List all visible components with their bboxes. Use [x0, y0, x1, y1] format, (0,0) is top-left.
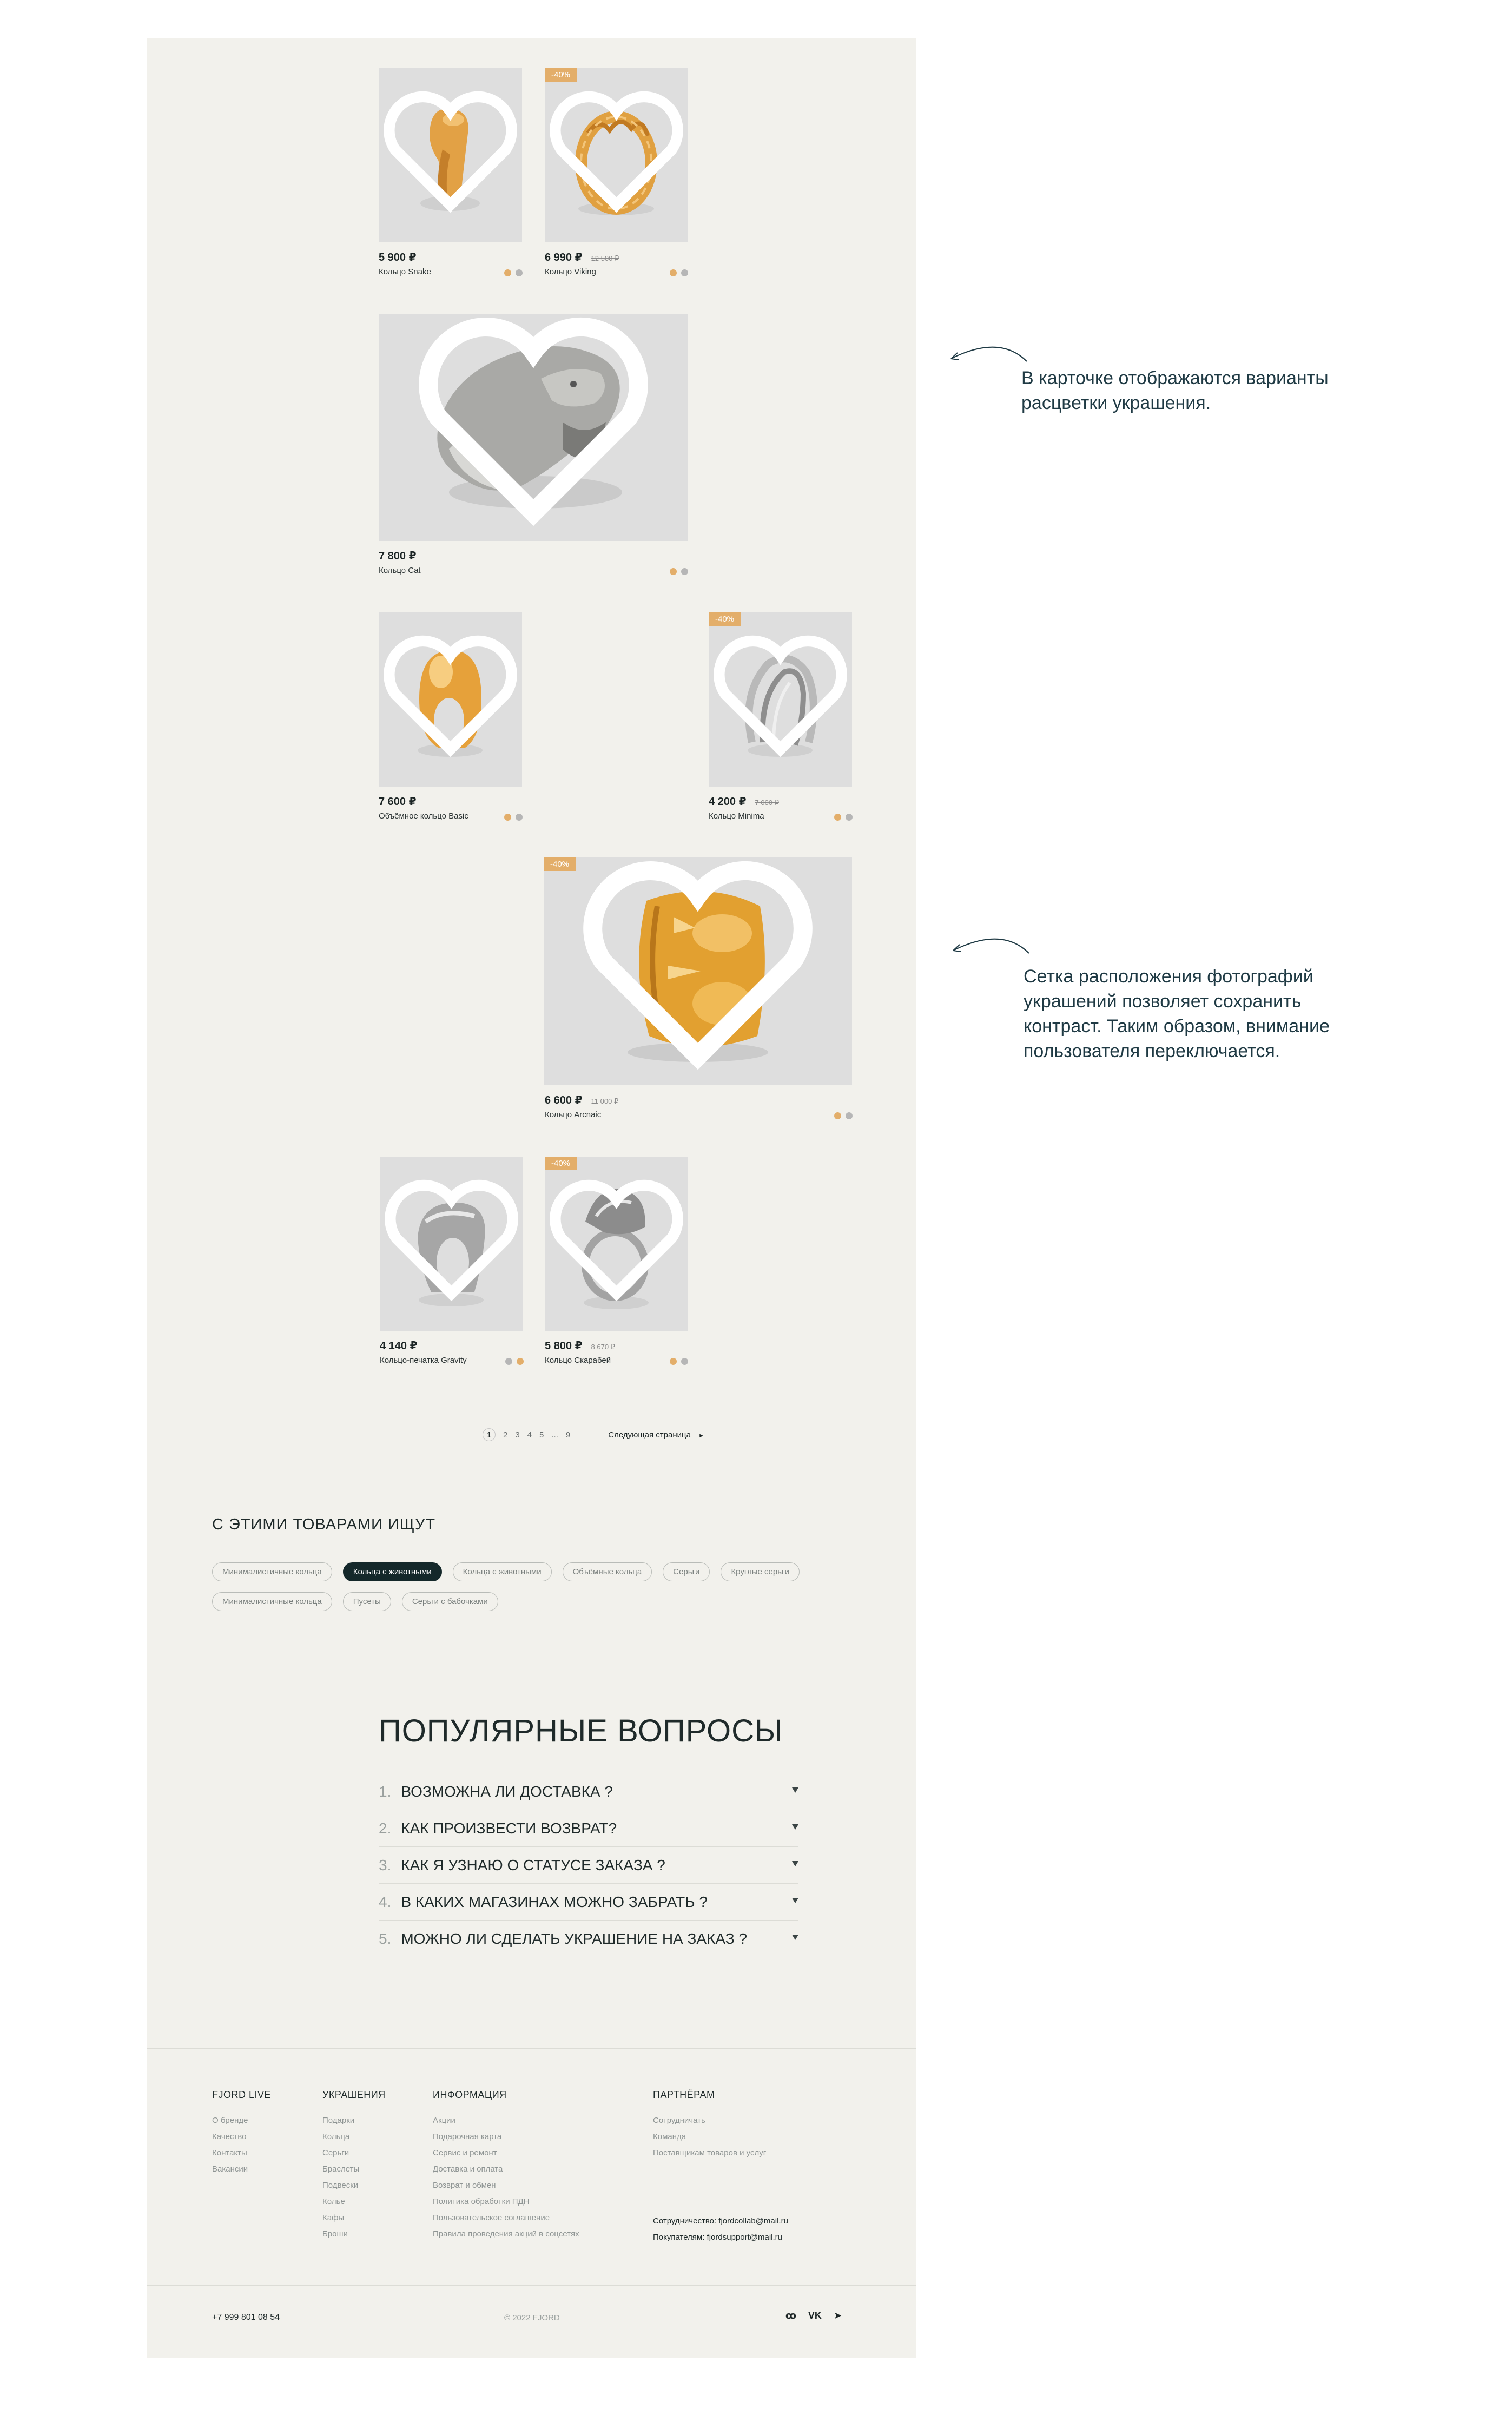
product-price: 6 990 ₽ 12 500 ₽	[545, 252, 619, 263]
product-photo[interactable]	[379, 68, 522, 242]
footer-link[interactable]: Браслеты	[322, 2165, 360, 2174]
page-2-link[interactable]: 2	[503, 1430, 508, 1440]
faq-item[interactable]	[379, 1884, 798, 1921]
product-name: Кольцо Viking	[545, 267, 596, 276]
product-price: 7 800 ₽	[379, 550, 417, 562]
next-page-link[interactable]	[608, 1430, 704, 1440]
chevron-down-icon	[792, 1824, 798, 1830]
spacer	[653, 2161, 788, 2213]
annotation-arrow-icon	[948, 932, 1034, 964]
gold-variant[interactable]	[670, 568, 677, 575]
product-name: Кольцо Arcnaic	[545, 1110, 602, 1119]
old-price: 12 500 ₽	[591, 254, 619, 262]
page-1-link[interactable]: 1	[483, 1428, 496, 1441]
footer-link[interactable]: Подвески	[322, 2181, 359, 2190]
product-name: Кольцо-печатка Gravity	[380, 1356, 467, 1365]
footer-col-title: FJORD LIVE	[212, 2089, 272, 2100]
footer-col-title: УКРАШЕНИЯ	[322, 2089, 386, 2100]
footer-link[interactable]: Поставщикам товаров и услуг	[653, 2148, 767, 2157]
footer-col-info	[433, 2089, 579, 2242]
gold-variant[interactable]	[670, 269, 677, 276]
silver-variant[interactable]	[516, 814, 523, 821]
color-variants[interactable]	[505, 1358, 524, 1365]
footer-link[interactable]: Кафы	[322, 2213, 345, 2222]
pagination	[483, 1428, 704, 1441]
page-5-link[interactable]: 5	[539, 1430, 544, 1440]
faq-question: МОЖНО ЛИ СДЕЛАТЬ УКРАШЕНИЕ НА ЗАКАЗ ?	[401, 1930, 748, 1947]
faq-item[interactable]	[379, 1810, 798, 1847]
tag-chip[interactable]: Круглые серьги	[721, 1562, 799, 1581]
faq-number: 2.	[379, 1819, 392, 1837]
catalog-page	[147, 38, 916, 2358]
heart-icon[interactable]	[709, 612, 852, 787]
product-photo[interactable]	[544, 857, 852, 1085]
footer-col-jewelry	[322, 2089, 386, 2242]
footer-link[interactable]: Правила проведения акций в соцсетях	[433, 2229, 579, 2239]
footer-link[interactable]: Команда	[653, 2132, 686, 2141]
footer-link[interactable]: Качество	[212, 2132, 247, 2141]
heart-icon[interactable]	[379, 314, 688, 541]
footer-link[interactable]: Колье	[322, 2197, 345, 2206]
faq-item[interactable]	[379, 1773, 798, 1810]
faq-item[interactable]	[379, 1921, 798, 1957]
product-price: 4 200 ₽ 7 000 ₽	[709, 796, 779, 808]
product-price: 7 600 ₽	[379, 796, 417, 808]
social-links	[785, 2310, 842, 2321]
tag-chip[interactable]: Минималистичные кольца	[212, 1592, 332, 1611]
silver-variant[interactable]	[516, 269, 523, 276]
footer-link[interactable]: Акции	[433, 2116, 455, 2125]
heart-icon[interactable]	[380, 1157, 523, 1331]
tag-chip[interactable]: Пусеты	[343, 1592, 391, 1611]
silver-variant[interactable]	[681, 568, 688, 575]
footer-link[interactable]: Сотрудничать	[653, 2116, 705, 2125]
phone-number[interactable]: +7 999 801 08 54	[212, 2313, 280, 2322]
footer-link[interactable]: О бренде	[212, 2116, 248, 2125]
footer-link[interactable]: Вакансии	[212, 2165, 248, 2174]
chevron-down-icon	[792, 1861, 798, 1866]
gold-variant[interactable]	[834, 1112, 841, 1119]
related-tags	[212, 1562, 850, 1611]
faq-list	[379, 1773, 798, 1957]
footer-link[interactable]: Броши	[322, 2229, 348, 2239]
sale-badge: -40%	[544, 857, 576, 871]
faq-number: 5.	[379, 1930, 392, 1947]
faq-question: КАК ПРОИЗВЕСТИ ВОЗВРАТ?	[401, 1819, 617, 1837]
heart-icon[interactable]	[379, 68, 522, 242]
gold-variant[interactable]	[504, 814, 511, 821]
product-photo[interactable]	[380, 1157, 523, 1331]
sale-badge: -40%	[545, 1157, 577, 1170]
product-photo[interactable]	[545, 68, 688, 242]
footer-col-title: ИНФОРМАЦИЯ	[433, 2089, 507, 2100]
footer-col-title: ПАРТНЁРАМ	[653, 2089, 715, 2100]
product-name: Кольцо Скарабей	[545, 1356, 611, 1365]
product-name: Кольцо Snake	[379, 267, 431, 276]
annotation-note: Сетка расположения фотографий украшений позволяет сохранить контраст. Таким образом, внимание пользователя переключается.	[1024, 966, 1330, 1061]
heart-icon[interactable]	[545, 1157, 688, 1331]
footer-link[interactable]: Подарки	[322, 2116, 355, 2125]
footer-bottom-divider	[147, 2285, 916, 2286]
footer-link[interactable]: Доставка и оплата	[433, 2165, 503, 2174]
faq-number: 1.	[379, 1783, 392, 1800]
old-price: 7 000 ₽	[755, 799, 779, 807]
product-price: 4 140 ₽	[380, 1340, 418, 1352]
footer-link[interactable]: Политика обработки ПДН	[433, 2197, 530, 2206]
silver-variant[interactable]	[846, 1112, 853, 1119]
silver-variant[interactable]	[681, 1358, 688, 1365]
annotation-note: В карточке отображаются варианты расцветки украшения.	[1021, 368, 1329, 413]
footer-link[interactable]: Возврат и обмен	[433, 2181, 496, 2190]
product-name: Кольцо Cat	[379, 566, 421, 575]
gold-variant[interactable]	[670, 1358, 677, 1365]
faq-question: ВОЗМОЖНА ЛИ ДОСТАВКА ?	[401, 1783, 613, 1800]
sale-badge: -40%	[545, 68, 577, 82]
gold-variant[interactable]	[834, 814, 841, 821]
page-3-link[interactable]: 3	[515, 1430, 520, 1440]
footer-divider	[147, 2048, 916, 2049]
color-variants[interactable]	[670, 568, 688, 575]
color-variants[interactable]	[670, 269, 688, 276]
tag-chip[interactable]: Серьги	[663, 1562, 710, 1581]
silver-variant[interactable]	[681, 269, 688, 276]
color-variants[interactable]	[834, 814, 853, 821]
color-variants[interactable]	[834, 1112, 853, 1119]
faq-title: ПОПУЛЯРНЫЕ ВОПРОСЫ	[379, 1713, 783, 1748]
chevron-down-icon	[792, 1898, 798, 1903]
annotation-arrow-icon	[946, 340, 1032, 372]
product-photo[interactable]	[709, 612, 852, 787]
collab-email[interactable]: Сотрудничество: fjordcollab@mail.ru	[653, 2216, 788, 2226]
faq-number: 4.	[379, 1893, 392, 1910]
footer-link[interactable]: Контакты	[212, 2148, 247, 2157]
footer-link[interactable]: Кольца	[322, 2132, 350, 2141]
old-price: 8 670 ₽	[591, 1343, 615, 1351]
copyright: © 2022 FJORD	[504, 2313, 560, 2322]
product-photo[interactable]	[379, 612, 522, 787]
footer-link[interactable]: Сервис и ремонт	[433, 2148, 497, 2157]
page-9-link[interactable]: 9	[565, 1430, 571, 1440]
page-ellipsis: ...	[551, 1430, 558, 1440]
product-price: 6 600 ₽ 11 000 ₽	[545, 1094, 619, 1106]
footer-link[interactable]: Пользовательское соглашение	[433, 2213, 550, 2222]
next-page-label: Следующая страница	[608, 1430, 691, 1440]
product-name: Кольцо Minima	[709, 811, 764, 821]
tag-chip[interactable]: Кольца с животными	[453, 1562, 552, 1581]
color-variants[interactable]	[670, 1358, 688, 1365]
heart-icon[interactable]	[545, 68, 688, 242]
telegram-icon[interactable]: ➤	[833, 2310, 842, 2321]
silver-variant[interactable]	[505, 1358, 512, 1365]
footer-col-fjord	[212, 2089, 271, 2177]
tag-chip[interactable]: Серьги с бабочками	[402, 1592, 498, 1611]
arrow-right-icon: ►	[698, 1432, 705, 1439]
gold-variant[interactable]	[504, 269, 511, 276]
chevron-down-icon	[792, 1935, 798, 1940]
chevron-down-icon	[792, 1787, 798, 1793]
product-price: 5 800 ₽ 8 670 ₽	[545, 1340, 615, 1352]
product-name: Объёмное кольцо Basic	[379, 811, 468, 821]
product-photo[interactable]	[379, 314, 688, 541]
color-variants[interactable]	[504, 814, 523, 821]
footer-link[interactable]: Подарочная карта	[433, 2132, 502, 2141]
faq-question: КАК Я УЗНАЮ О СТАТУСЕ ЗАКАЗА ?	[401, 1856, 665, 1873]
heart-icon[interactable]	[544, 857, 852, 1085]
related-title: С ЭТИМИ ТОВАРАМИ ИЩУТ	[212, 1516, 436, 1533]
faq-number: 3.	[379, 1856, 392, 1873]
color-variants[interactable]	[504, 269, 523, 276]
footer-col-partners	[653, 2089, 788, 2246]
product-price: 5 900 ₽	[379, 252, 417, 263]
faq-item[interactable]	[379, 1847, 798, 1884]
silver-variant[interactable]	[846, 814, 853, 821]
old-price: 11 000 ₽	[591, 1097, 619, 1105]
ok-icon[interactable]: ꝏ	[785, 2310, 796, 2321]
footer-link[interactable]: Серьги	[322, 2148, 349, 2157]
page-4-link[interactable]: 4	[527, 1430, 532, 1440]
sale-badge: -40%	[709, 612, 741, 626]
gold-variant[interactable]	[517, 1358, 524, 1365]
faq-question: В КАКИХ МАГАЗИНАХ МОЖНО ЗАБРАТЬ ?	[401, 1893, 708, 1910]
tag-chip[interactable]: Объёмные кольца	[563, 1562, 652, 1581]
tag-chip[interactable]: Минималистичные кольца	[212, 1562, 332, 1581]
vk-icon[interactable]: VK	[808, 2310, 822, 2321]
tag-chip-active[interactable]: Кольца с животными	[343, 1562, 442, 1581]
support-email[interactable]: Покупателям: fjordsupport@mail.ru	[653, 2233, 783, 2242]
product-photo[interactable]	[545, 1157, 688, 1331]
heart-icon[interactable]	[379, 612, 522, 787]
